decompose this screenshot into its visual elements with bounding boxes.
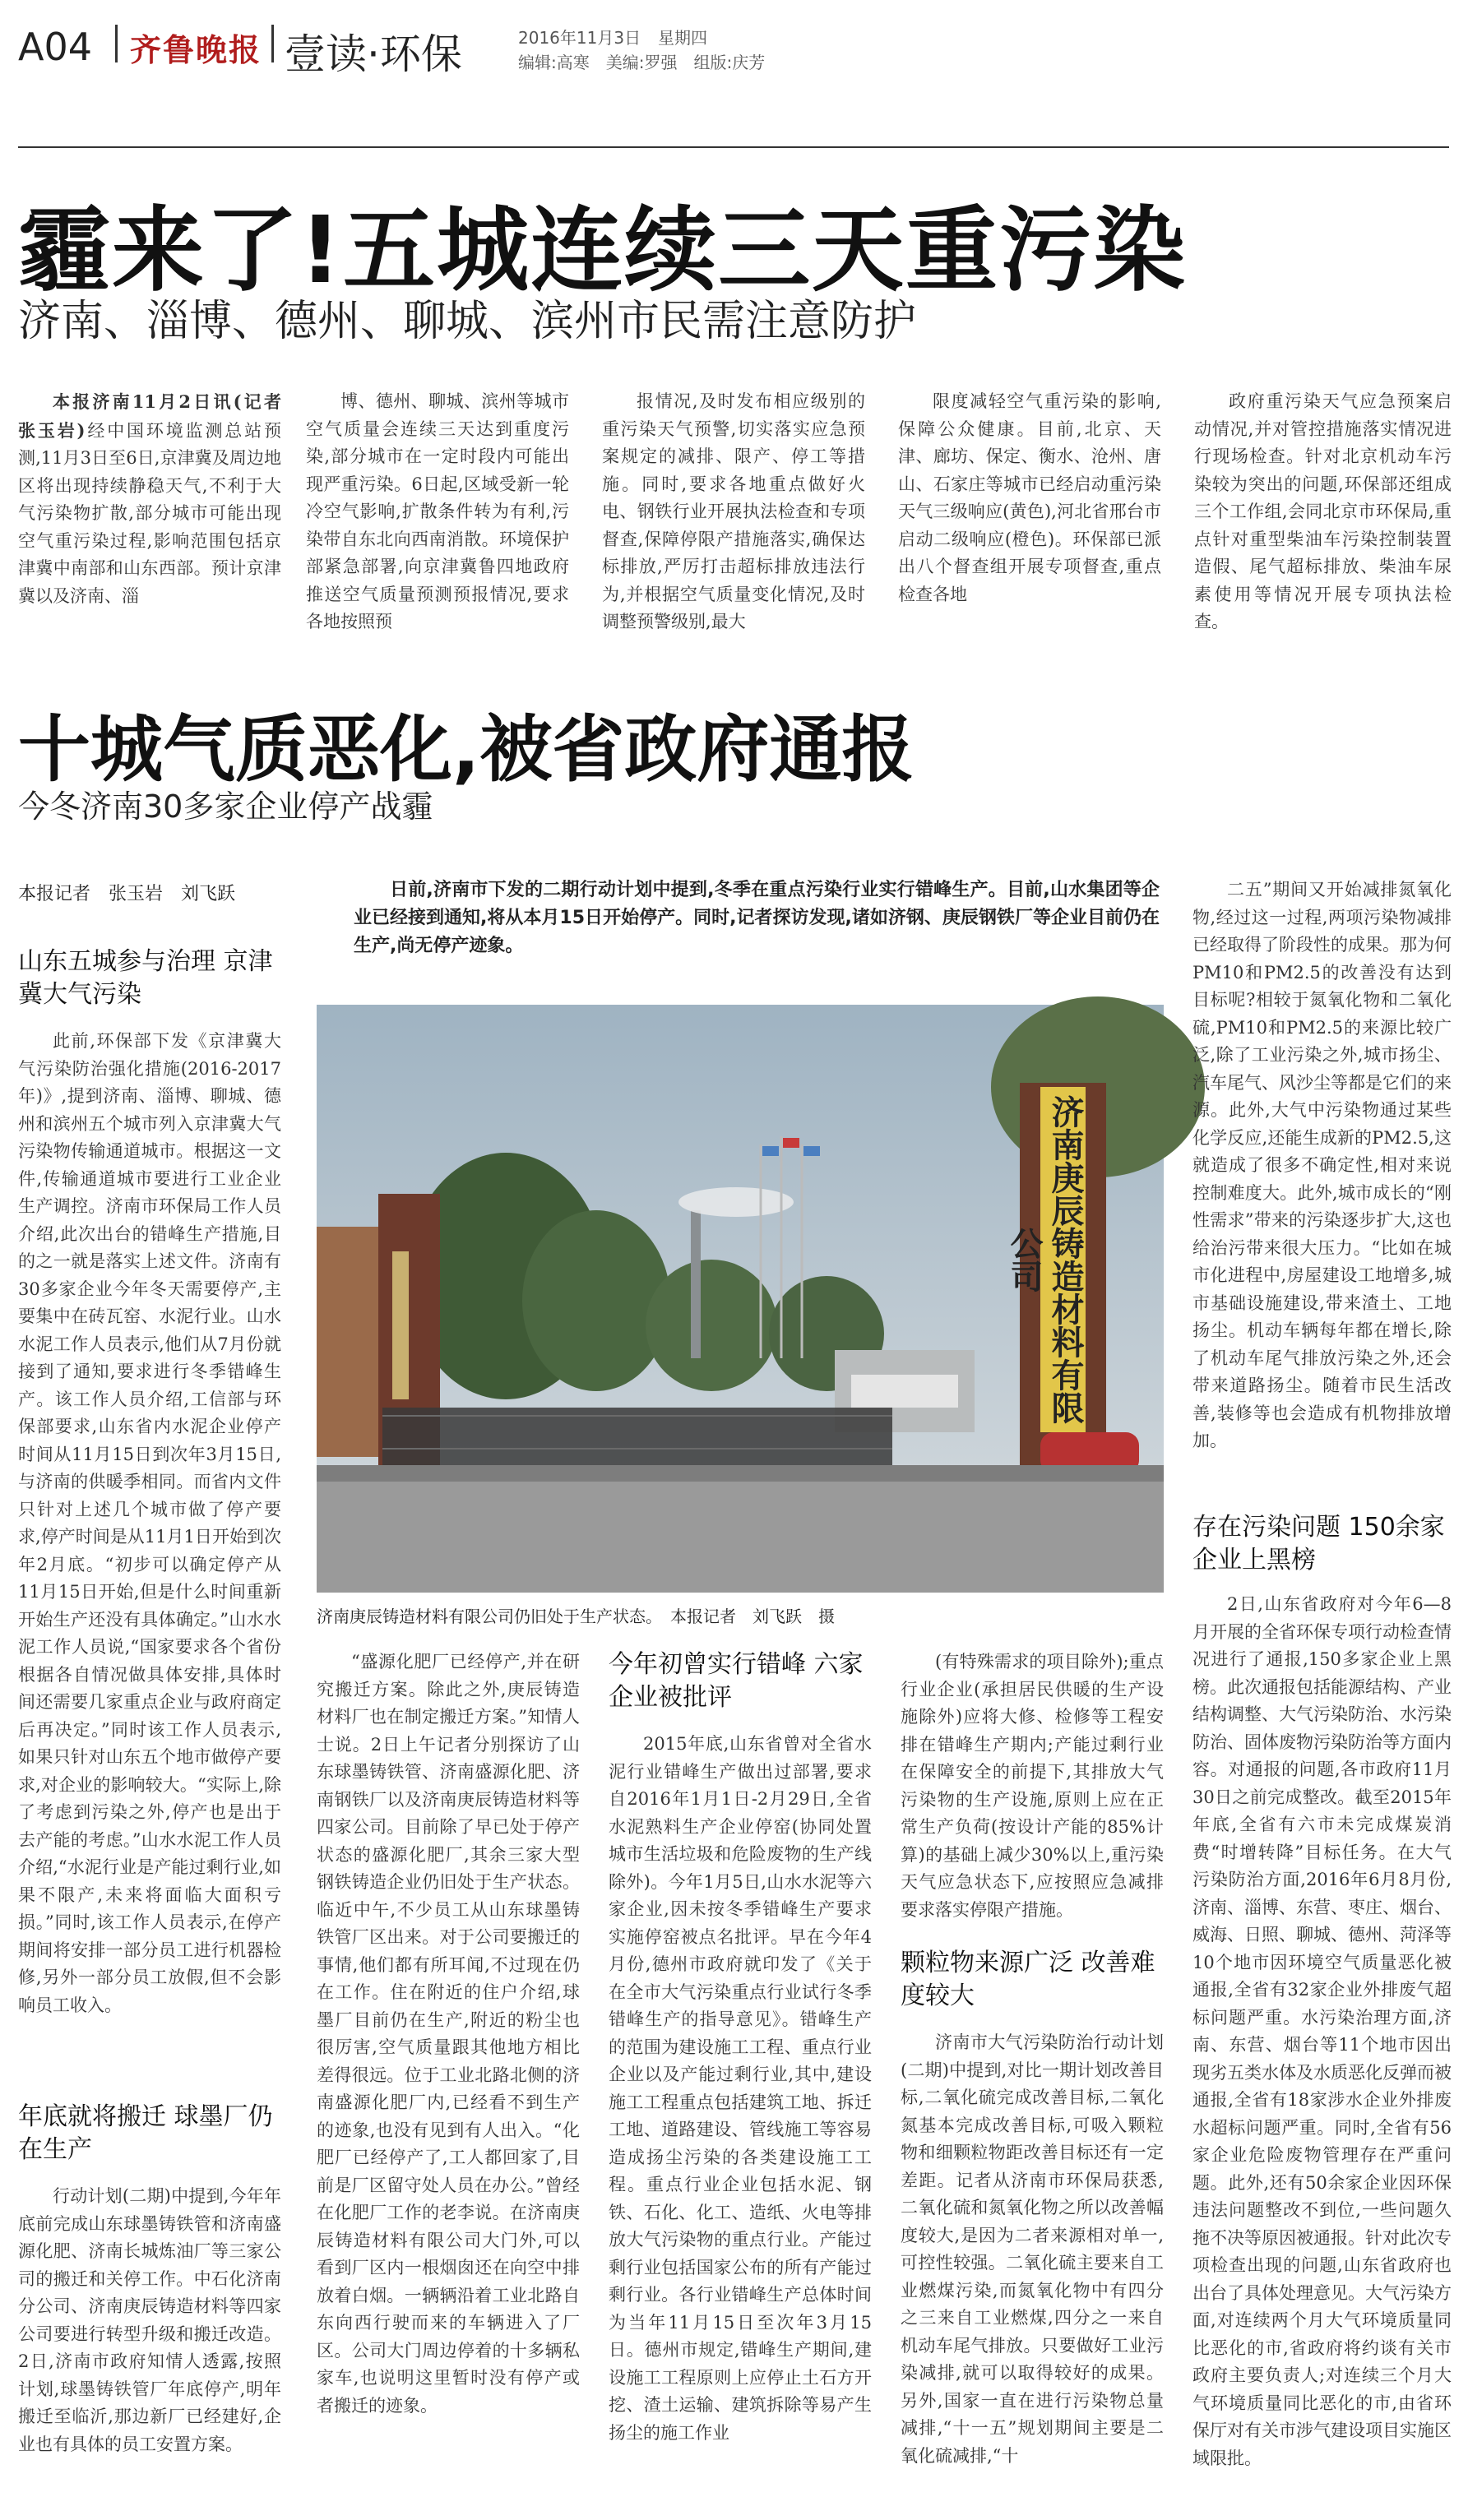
section-staggered-production-body: 2015年底,山东省曾对全省水泥行业错峰生产做出过部署,要求自2016年1月1日-2月29日,全省水泥熟料生产企业停窑(协同处置城市生活垃圾和危险废物的生产线除外)。今年1月5日,山水水泥等六家企业,因未按冬季错峰生产要求实施停窑被点名批评。早在今年4月份,德州市政府就印发了《关于在全市大气污染重点行业试行冬季错峰生产的指导意见》。错峰生产的范围为建设施工工程、重点行业企业以及产能过剩行业,其中,建设施工工程重点包括建筑工地、拆迁工地、道路建设、管线施工等容易造成扬尘污染的各类建设施工工程。重点行业企业包括水泥、钢铁、石化、化工、造纸、火电等排放大气污染物的重点行业。产能过剩行业包括国家公布的所有产能过剩行业。各行业错峰生产总体时间为当年11月15日至次年3月15日。德州市规定,错峰生产期间,建设施工工程原则上应停止土石方开挖、渣土运输、建筑拆除等易产生扬尘的施工作业 [609, 1734, 872, 2443]
section-particulates-continued: 二五”期间又开始减排氮氧化物,经过这一过程,两项污染物减排已经取得了阶段性的成果。那为何PM10和PM2.5的改善没有达到目标呢?相较于氮氧化物和二氧化硫,PM10和PM2.5的来源比较广泛,除了工业污染之外,城市扬尘、汽车尾气、风沙尘等都是它们的来源。此外,大气中污染物通过某些化学反应,还能生成新的PM2.5,这就造成了很多不确定性,相对来说控制难度大。此外,城市成长的“刚性需求”带来的污染逐步扩大,这也给治污带来很大压力。“比如在城市化进程中,房屋建设工地增多,城市基础设施建设,带来渣土、工地扬尘。机动车辆每年都在增长,除了机动车尾气排放污染之外,还会带来道路扬尘。随着市民生活改善,装修等也会造成有机物排放增加。 [1192, 880, 1452, 1450]
factory-sign: 济南庚辰铸造材料有限公司 [1005, 1095, 1085, 1424]
story1-col3-text: 报情况,及时发布相应级别的重污染天气预警,切实落实应急预案规定的减排、限产、停工等措施。同时,要求各地重点做好火电、钢铁行业开展执法检查和专项督查,保障停限产措施落实,确保达标排放,严厉打击超标排放违法行为,并根据空气质量变化情况,及时调整预警级别,最大 [602, 391, 865, 631]
story1-column-4 [898, 388, 1161, 610]
editor-credits: 编辑:高寒 美编:罗强 组版:庆芳 [518, 53, 766, 72]
second-headline: 十城气质恶化,被省政府通报 [18, 707, 915, 792]
newspaper-logo: 齐鲁晚报 [130, 31, 262, 68]
section-heading-relocation: 年底就将搬迁 球墨厂仍在生产 [18, 2102, 273, 2164]
masthead-divider [115, 25, 118, 62]
section-title: 壹读·环保 [285, 30, 462, 78]
section-heading-particulates: 颗粒物来源广泛 改善难度较大 [901, 1949, 1155, 2010]
factory-photo-illustration [317, 1005, 1164, 1593]
section-relocation-continued: “盛源化肥厂已经停产,并在研究搬迁方案。除此之外,庚辰铸造材料厂也在制定搬迁方案。”知情人士说。2日上午记者分别探访了山东球墨铸铁管、济南盛源化肥、济南钢铁厂以及济南庚辰铸造材料等四家公司。目前除了早已处于停产状态的盛源化肥厂,其余三家大型钢铁铸造企业仍旧处于生产状态。临近中午,不少员工从山东球墨铸铁管厂区出来。对于公司要搬迁的事情,他们都有所耳闻,不过现在仍在工作。住在附近的住户介绍,球墨厂目前仍在生产,附近的粉尘也很厉害,空气质量跟其他地方相比差得很远。位于工业北路北侧的济南盛源化肥厂内,已经看不到生产的迹象,也没有见到有人出入。“化肥厂已经停产了,工人都回家了,目前是厂区留守处人员在办公。”曾经在化肥厂工作的老李说。在济南庚辰铸造材料有限公司大门外,可以看到厂区内一根烟囱还在向空中排放着白烟。一辆辆沿着工业北路自东向西行驶而来的车辆进入了厂区。公司大门周边停着的十多辆私家车,也说明这里暂时没有停产或者搬迁的迹象。 [317, 1652, 580, 2416]
issue-weekday: 星期四 [658, 28, 707, 48]
story1-col5-text: 政府重污染天气应急预案启动情况,并对管控措施落实情况进行现场检查。针对北京机动车污染较为突出的问题,环保部还组成三个工作组,会同北京市环保局,重点针对重型柴油车污染控制装置造假、尾气超标排放、柴油车尿素使用等情况开展专项执法检查。 [1194, 391, 1452, 631]
section-blacklist-body: 2日,山东省政府对今年6—8月开展的全省环保专项行动检查情况进行了通报,150多家企业上黑榜。此次通报包括能源结构、产业结构调整、大气污染防治、水污染防治、固体废物污染防治等方面内容。对通报的问题,各市政府11月30日之前完成整改。截至2015年年底,全省有六市未完成煤炭消费“时增转降”目标任务。在大气污染防治方面,2016年6月8月份,济南、淄博、东营、枣庄、烟台、威海、日照、聊城、德州、菏泽等10个地市因环境空气质量恶化被通报,全省有32家企业外排废气超标问题严重。水污染治理方面,济南、东营、烟台等11个地市因出现劣五类水体及水质恶化反弹而被通报,全省有18家涉水企业外排废水超标问题严重。同时,全省有56家企业危险废物管理存在严重问题。此外,还有50余家企业因环保违法问题整改不到位,一些问题久拖不决等原因被通报。针对此次专项检查出现的问题,山东省政府也出台了具体处理意见。大气污染方面,对连续两个月大气环境质量同比恶化的市,省政府将约谈有关市政府主要负责人;对连续三个月大气环境质量同比恶化的市,由省环保厅对有关市涉气建设项目实施区域限批。 [1192, 1594, 1452, 2468]
story1-column-5 [1194, 388, 1452, 631]
issue-date: 2016年11月3日 [518, 28, 641, 48]
photo-caption: 济南庚辰铸造材料有限公司仍旧处于生产状态。 本报记者 刘飞跃 摄 [317, 1607, 835, 1626]
story1-col2-text: 博、德州、聊城、滨州等城市空气质量会连续三天达到重度污染,部分城市在一定时段内可能出现严重污染。6日起,区域受新一轮冷空气影响,扩散条件转为有利,污染带自东北向西南消散。环境保护部紧急部署,向京津冀鲁四地政府推送空气质量预测预报情况,要求各地按照预 [306, 391, 569, 631]
masthead-divider [271, 25, 274, 62]
second-subheadline: 今冬济南30多家企业停产战霾 [18, 788, 433, 825]
story1-col1-text: 经中国环境监测总站预测,11月3日至6日,京津冀及周边地区将出现持续静稳天气,不利于大气污染物扩散,部分城市可能出现空气重污染过程,影响范围包括京津冀中南部和山东西部。预计京津冀以及济南、淄 [18, 420, 282, 606]
main-subheadline: 济南、淄博、德州、聊城、滨州市民需注意防护 [18, 297, 917, 346]
section-heading-staggered-production: 今年初曾实行错峰 六家企业被批评 [609, 1650, 864, 1712]
section-heading-blacklist: 存在污染问题 150余家企业上黑榜 [1192, 1513, 1445, 1574]
story1-column-3 [602, 388, 865, 631]
story1-column-2 [306, 388, 569, 631]
section-heading-shandong: 山东五城参与治理 京津冀大气污染 [18, 947, 273, 1009]
masthead [0, 0, 1468, 76]
section-shandong-body: 此前,环保部下发《京津冀大气污染防治强化措施(2016-2017年)》,提到济南、淄博、聊城、德州和滨州五个城市列入京津冀大气污染物传输通道城市。根据这一文件,传输通道城市要进行工业企业生产调控。济南市环保局工作人员介绍,此次出台的错峰生产措施,目的之一就是落实上述文件。济南有30多家企业今年冬天需要停产,主要集中在砖瓦窑、水泥行业。山水水泥工作人员表示,他们从7月份就接到了通知,要求进行冬季错峰生产。该工作人员介绍,工信部与环保部要求,山东省内水泥企业停产时间从11月15日到次年3月15日,与济南的供暖季相同。而省内文件只针对上述几个城市做了停产要求,停产时间是从11月1日开始到次年2月底。“初步可以确定停产从11月15日开始,但是什么时间重新开始生产还没有具体确定。”山水水泥工作人员说,“国家要求各个省份根据各自情况做具体安排,具体时间还需要几家重点企业与政府商定后再决定。”同时该工作人员表示,如果只针对山东五个地市做停产要求,对企业的影响较大。“实际上,除了考虑到污染之外,停产也是出于去产能的考虑。”山水水泥工作人员介绍,“水泥行业是产能过剩行业,如果不限产,未来将面临大面积亏损。”同时,该工作人员表示,在停产期间将安排一部分员工进行机器检修,另外一部分员工放假,但不会影响员工收入。 [18, 1031, 281, 2015]
section-particulates-body: 济南市大气污染防治行动计划(二期)中提到,对比一期计划改善目标,二氧化硫完成改善目标,二氧化氮基本完成改善目标,可吸入颗粒物和细颗粒物距改善目标还有一定差距。记者从济南市环保局获悉,二氧化硫和氮氧化物之所以改善幅度较大,是因为二者来源相对单一,可控性较强。二氧化硫主要来自工业燃煤污染,而氮氧化物中有四分之三来自工业燃煤,四分之一来自机动车尾气排放。只要做好工业污染减排,就可以取得较好的成果。另外,国家一直在进行污染物总量减排,“十一五”规划期间主要是二氧化硫减排,“十 [901, 2032, 1164, 2466]
story2-byline: 本报记者 张玉岩 刘飞跃 [18, 884, 236, 904]
section-relocation-body: 行动计划(二期)中提到,今年年底前完成山东球墨铸铁管和济南盛源化肥、济南长城炼油厂等三家公司的搬迁和关停工作。中石化济南分公司、济南庚辰铸造材料等四家公司要进行转型升级和搬迁改造。2日,济南市政府知情人透露,按照计划,球墨铸铁管厂年底停产,明年搬迁至临沂,那边新厂已经建好,企业也有具体的员工安置方案。 [18, 2186, 281, 2454]
page-number: A04 [18, 25, 93, 69]
story2-lead: 日前,济南市下发的二期行动计划中提到,冬季在重点污染行业实行错峰生产。目前,山水集团等企业已经接到通知,将从本月15日开始停产。同时,记者探访发现,诸如济钢、庚辰钢铁厂等企业目前仍在生产,尚无停产迹象。 [354, 880, 1160, 956]
main-headline: 霾来了!五城连续三天重污染 [18, 197, 1188, 304]
top-rule [18, 146, 1449, 148]
factory-photo [317, 1005, 1164, 1593]
story1-column-1 [18, 388, 299, 610]
story1-dateline: 本报济南11月2日讯(记者 张玉岩) [18, 391, 299, 441]
story1-col4-text: 限度减轻空气重污染的影响,保障公众健康。目前,北京、天津、廊坊、保定、衡水、沧州、唐山、石家庄等城市已经启动重污染天气三级响应(黄色),河北省邢台市启动二级响应(橙色)。环保部已派出八个督查组开展专项督查,重点检查各地 [898, 391, 1161, 604]
section-staggered-production-continued: (有特殊需求的项目除外);重点行业企业(承担居民供暖的生产设施除外)应将大修、检修等工程安排在错峰生产期内;产能过剩行业在保障安全的前提下,其排放大气污染物的生产设施,原则上应在正常生产负荷(按设计产能的85%计算)的基础上减少30%以上,重污染天气应急状态下,应按照应急减排要求落实停限产措施。 [901, 1652, 1164, 1920]
